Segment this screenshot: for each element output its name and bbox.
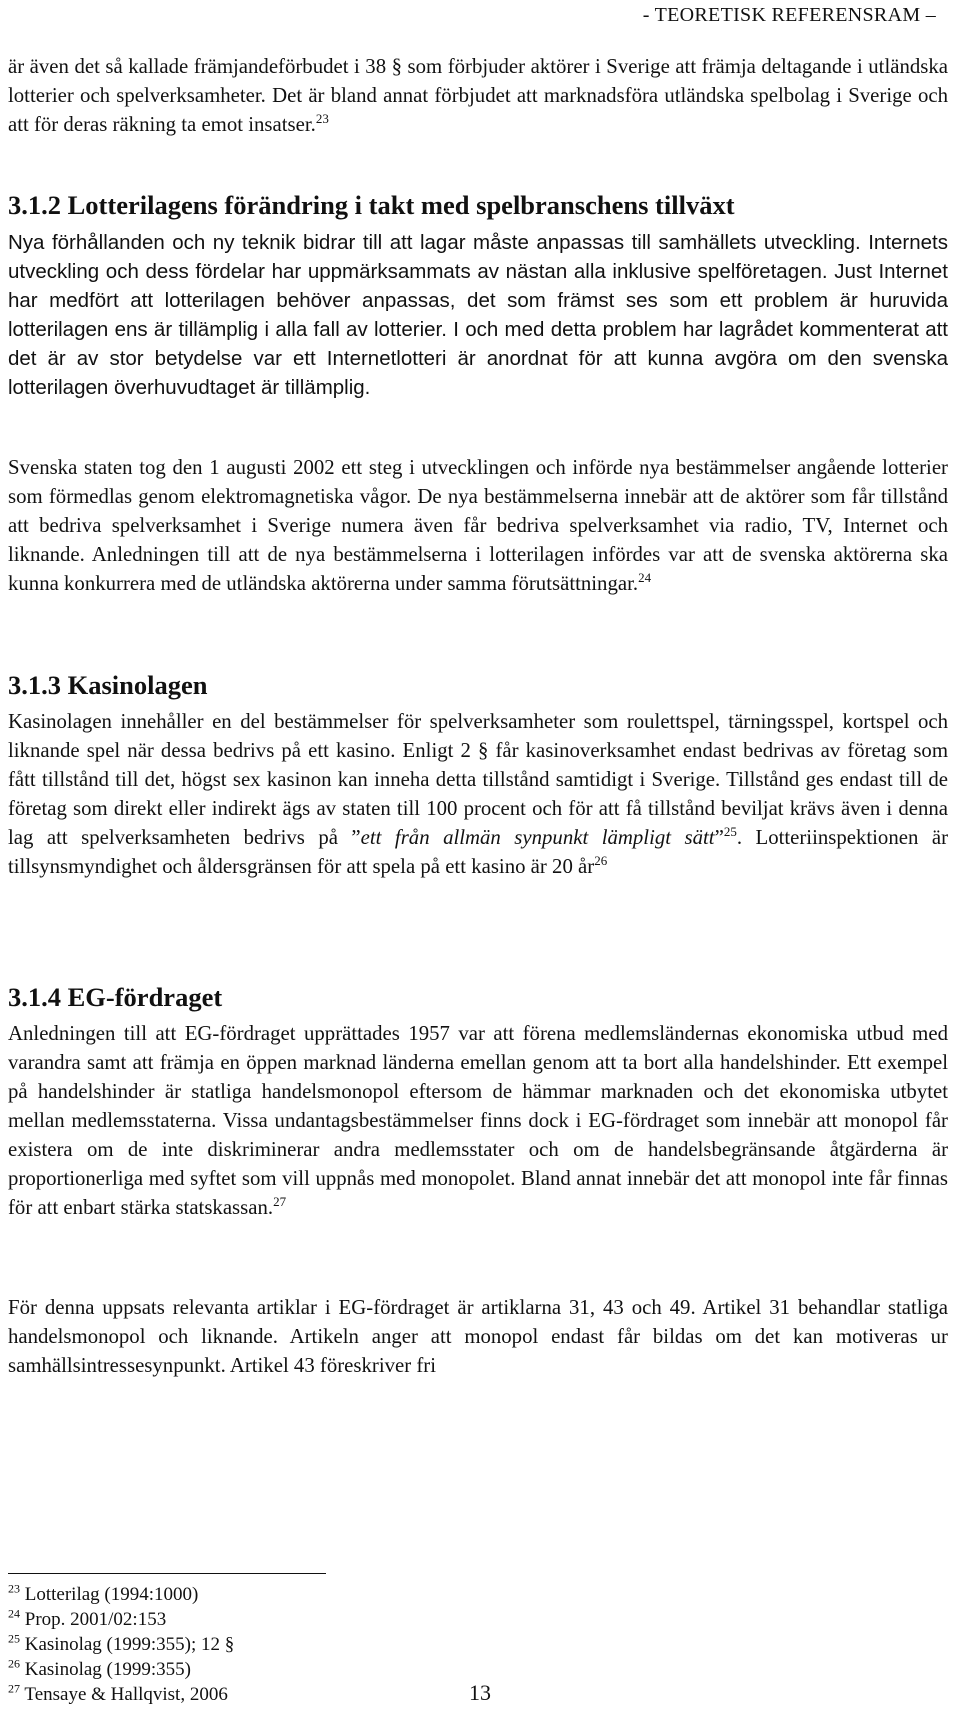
section-3-1-3 (8, 668, 948, 702)
footnote-ref-27[interactable]: 27 (273, 1194, 287, 1210)
section-3-1-4-para-2 (8, 1293, 948, 1380)
quoted-phrase: ett från allmän synpunkt lämpligt sätt (360, 826, 715, 849)
footnote-item: $^{27}$ Tensaye & Hallqvist, 2006 (8, 1681, 228, 1705)
footnote-ref-24[interactable]: 24 (638, 570, 652, 586)
paragraph-text-continued: . Lotteriinspektionen är tillsynsmyndighet och åldersgränsen för att spela på ett kasino är 20 år (8, 826, 948, 878)
intro-paragraph (8, 52, 948, 139)
footnote-item: $^{26}$ Kasinolag (1999:355) (8, 1656, 191, 1680)
paragraph: Nya förhållanden och ny teknik bidrar till att lagar måste anpassas till samhällets utveckling. Internets utveckling och dess fördelar har uppmärksammats av nästan alla inklusive spelföretagen. Just Internet har medfört att lotterilagen behöver anpassas, det som främst ses som ett problem är huruvida lotterilagen ens är tillämplig i alla fall av lotterier. I och med detta problem har lagrådet kommenterat att det är av stor betydelse var ett Internetlotteri är anordnat för att kunna avgöra om den svenska lotterilagen överhuvudtaget är tillämplig. (8, 231, 948, 399)
section-3-1-3-para (8, 707, 948, 881)
section-3-1-2-para-2 (8, 453, 948, 598)
paragraph-text: Kasinolagen innehåller en del bestämmelser för spelverksamheter som roulettspel, tärningsspel, kortspel och liknande spel när dessa bedrivs på ett kasino. Enligt 2 § får kasinoverksamhet endast bedrivas av företag som fått tillstånd till det, högst sex kasinon kan inneha detta tillstånd samtidigt i Sverige. Tillstånd ges endast till de företag som direkt eller indirekt ägs av staten till 100 procent och för att få tillstånd beviljat krävs även i denna lag att spelverksamheten bedrivs på ” (8, 710, 948, 849)
footnote-ref-26[interactable]: 26 (594, 853, 608, 869)
section-3-1-2-para-1 (8, 228, 948, 402)
section-heading-3-1-2: 3.1.2 Lotterilagens förändring i takt med spelbranschens tillväxt (8, 190, 735, 220)
paragraph-text: Svenska staten tog den 1 augusti 2002 ett steg i utvecklingen och införde nya bestämmelser angående lotterier som förmedlas genom elektromagnetiska vågor. De nya bestämmelserna innebär att de aktörer som får tillstånd att bedriva spelverksamhet i Sverige numera även får bedriva spelverksamhet via radio, TV, Internet och liknande. Anledningen till att de nya bestämmelserna i lotterilagen infördes var att de svenska aktörerna ska kunna konkurrera med de utländska aktörerna under samma förutsättningar. (8, 456, 948, 595)
paragraph: För denna uppsats relevanta artiklar i EG-fördraget är artiklarna 31, 43 och 49. Artikel 31 behandlar statliga handelsmonopol och liknande. Artikeln anger att monopol endast får bildas om det kan motiveras ur samhällsintressesynpunkt. Artikel 43 föreskriver fri (8, 1296, 948, 1377)
footnote-item: $^{25}$ Kasinolag (1999:355); 12 § (8, 1631, 235, 1655)
section-3-1-4 (8, 980, 948, 1014)
footnote-separator (8, 1573, 326, 1574)
section-3-1-4-para-1 (8, 1019, 948, 1222)
footnote-ref-25[interactable]: 25 (723, 824, 737, 840)
section-3-1-2 (8, 188, 948, 222)
running-header: - TEORETISK REFERENSRAM – (642, 4, 936, 26)
section-heading-3-1-4: 3.1.4 EG-fördraget (8, 982, 223, 1012)
quote-close: ” (714, 826, 724, 849)
footnote-item: $^{24}$ Prop. 2001/02:153 (8, 1606, 167, 1630)
page-number: 13 (469, 1680, 491, 1705)
section-heading-3-1-3: 3.1.3 Kasinolagen (8, 670, 208, 700)
paragraph-text: Anledningen till att EG-fördraget upprättades 1957 var att förena medlemsländernas ekonomiska utbud med varandra samt att främja en öppen marknad länderna emellan genom att ta bort alla handelshinder. Ett exempel på handelshinder är statliga handelsmonopol eftersom de hämmar marknaden och det ekonomiska utbytet mellan medlemsstaterna. Vissa undantagsbestämmelser finns dock i EG-fördraget som innebär att monopol får existera om de inte diskriminerar andra medlemsstater och om de handelsbegränsande åtgärderna är proportionerliga med syftet som vill uppnås med monopolet. Bland annat innebär det att monopol inte får finnas för att enbart stärka statskassan. (8, 1022, 948, 1219)
footnote-ref-23[interactable]: 23 (315, 111, 329, 127)
footnote-item: $^{23}$ Lotterilag (1994:1000) (8, 1581, 199, 1605)
intro-text: är även det så kallade främjandeförbudet i 38 § som förbjuder aktörer i Sverige att främja deltagande i utländska lotterier och spelverksamheter. Det är bland annat förbjudet att marknadsföra utländska spelbolag i Sverige och att för deras räkning ta emot insatser. (8, 55, 948, 136)
